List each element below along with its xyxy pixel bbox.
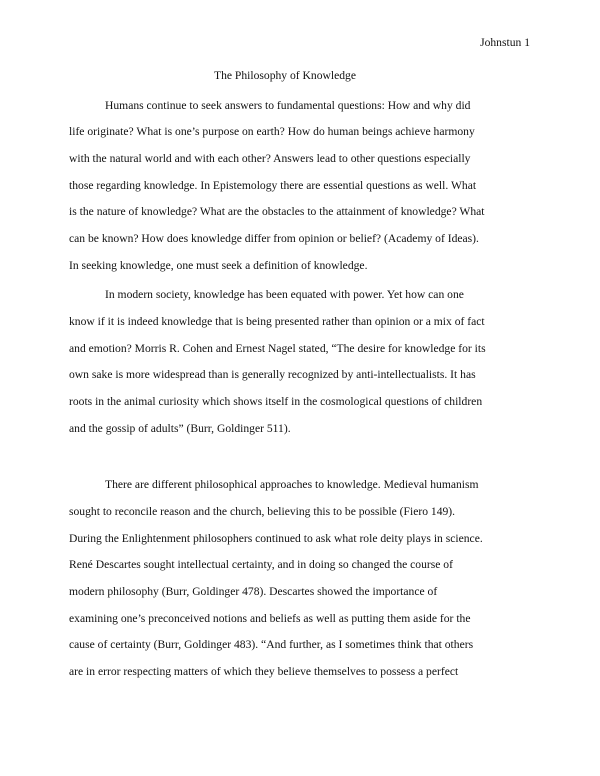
paragraph-1-line-1: Humans continue to seek answers to fundamental questions: How and why did [105, 99, 471, 112]
paragraph-3-line-3: During the Enlightenment philosophers continued to ask what role deity plays in science. [69, 532, 483, 545]
paragraph-2-line-4: own sake is more widespread than is generally recognized by anti-intellectualists. It has [69, 368, 476, 381]
paragraph-3-line-6: examining one’s preconceived notions and beliefs as well as putting them aside for the [69, 612, 471, 625]
paragraph-3-line-1: There are different philosophical approaches to knowledge. Medieval humanism [105, 478, 479, 491]
paragraph-1-line-2: life originate? What is one’s purpose on earth? How do human beings achieve harmony [69, 125, 475, 138]
paragraph-1-line-4: those regarding knowledge. In Epistemology there are essential questions as well. What [69, 179, 477, 192]
running-head: Johnstun 1 [480, 36, 530, 49]
paragraph-3-line-4: René Descartes sought intellectual certainty, and in doing so changed the course of [69, 558, 453, 571]
paragraph-2-line-5: roots in the animal curiosity which shows itself in the cosmological questions of children [69, 395, 483, 408]
paragraph-2-line-6: and the gossip of adults” (Burr, Goldinger 511). [69, 422, 291, 435]
paragraph-3-line-8: are in error respecting matters of which they believe themselves to possess a perfect [69, 665, 459, 678]
paragraph-2-line-2: know if it is indeed knowledge that is being presented rather than opinion or a mix of fact [69, 315, 485, 328]
paragraph-1-line-3: with the natural world and with each other? Answers lead to other questions especially [69, 152, 471, 165]
page-title: The Philosophy of Knowledge [213, 69, 356, 82]
paragraph-3-line-7: cause of certainty (Burr, Goldinger 483). “And further, as I sometimes think that others [69, 638, 474, 651]
paragraph-2-line-3: and emotion? Morris R. Cohen and Ernest Nagel stated, “The desire for knowledge for its [69, 342, 486, 355]
paragraph-1-line-6: can be known? How does knowledge differ from opinion or belief? (Academy of Ideas). [69, 232, 479, 245]
paragraph-3-line-5: modern philosophy (Burr, Goldinger 478). Descartes showed the importance of [69, 585, 438, 598]
paragraph-3-line-2: sought to reconcile reason and the church, believing this to be possible (Fiero 149). [69, 505, 456, 518]
paragraph-1-line-7: In seeking knowledge, one must seek a definition of knowledge. [69, 259, 368, 272]
paragraph-2-line-1: In modern society, knowledge has been equated with power. Yet how can one [105, 288, 464, 301]
paragraph-1-line-5: is the nature of knowledge? What are the obstacles to the attainment of knowledge? What [69, 205, 485, 218]
